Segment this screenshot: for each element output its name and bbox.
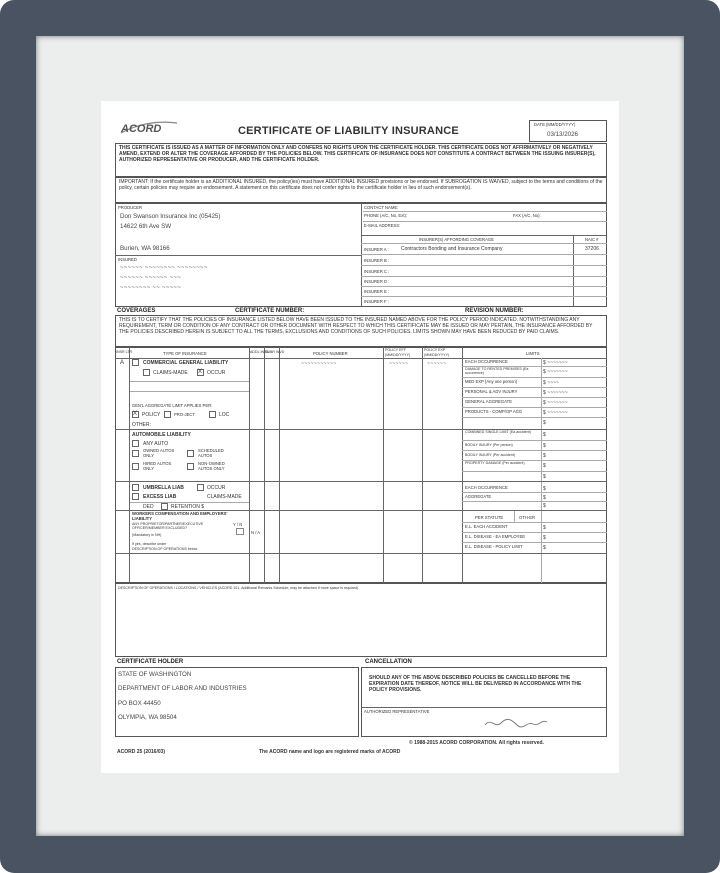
ded-line: [130, 502, 249, 503]
insurer-a-name: Contractors Bonding and Insurance Company: [401, 246, 503, 252]
col-exp-header: POLICY EXP (MM/DD/YYYY): [424, 348, 450, 357]
limit-value: $: [543, 432, 546, 438]
auto-type-label: AUTOMOBILE LIABILITY: [132, 432, 191, 438]
auth-rep-label: AUTHORIZED REPRESENTATIVE: [364, 709, 430, 714]
per-statute-label: PER STATUTE: [475, 515, 504, 520]
limit-label: E.L. EACH ACCIDENT: [465, 524, 508, 529]
retention-label: RETENTION $: [171, 504, 205, 510]
limit-label: PERSONAL & ADV INJURY: [465, 389, 518, 394]
limit-label: EACH OCCURRENCE: [465, 359, 508, 364]
gl-checkbox[interactable]: [132, 359, 139, 366]
gl-type-label: COMMERCIAL GENERAL LIABILITY: [143, 360, 229, 366]
col-divider-subr: [279, 347, 280, 583]
producer-label: PRODUCER: [118, 205, 142, 210]
umbrella-checkbox[interactable]: [132, 484, 139, 491]
gl-blank-line-1: [130, 381, 249, 382]
limit-value: $ ~~~~: [543, 380, 559, 386]
producer-line3: Burien, WA 98166: [120, 245, 170, 252]
email-label: E-MAIL ADDRESS:: [364, 223, 401, 228]
holder-line1: STATE OF WASHINGTON: [118, 671, 192, 678]
limit-label: PROPERTY DAMAGE (Per accident): [465, 461, 525, 465]
date-label: DATE (MM/DD/YYYY): [534, 122, 576, 127]
insured-line2: ~~~~~~ ~~~~~~ ~~~: [120, 275, 181, 281]
wc-title: WORKERS COMPENSATION AND EMPLOYERS' LIABILITY: [132, 511, 228, 521]
limit-label: E.L. DISEASE - POLICY LIMIT: [465, 544, 523, 549]
gen-agg-label: GEN'L AGGREGATE LIMIT APPLIES PER:: [132, 403, 213, 408]
insured-line3: ~~~~~~~~ ~~ ~~~~~: [120, 285, 181, 291]
limit-label: EACH OCCURRENCE: [465, 485, 508, 490]
certificate-holder-label: CERTIFICATE HOLDER: [117, 659, 184, 665]
policy-exp-date: ~~~~~~: [427, 361, 447, 367]
wc-line4: If yes, describe under: [132, 542, 167, 546]
any-auto-label: ANY AUTO: [143, 441, 169, 447]
retention-checkbox[interactable]: [161, 503, 168, 510]
col-ltr-header: INSR LTR: [116, 350, 133, 354]
limit-label: BODILY INJURY (Per person): [465, 443, 513, 447]
limit-value: $ ~~~~~~~: [543, 390, 568, 396]
policy-option: POLICY: [142, 412, 161, 418]
footer-form-id: ACORD 25 (2016/03): [117, 749, 166, 755]
col-divider-exp: [462, 347, 463, 583]
fax-label: FAX (A/C, No):: [513, 213, 541, 218]
policy-eff-date: ~~~~~~: [389, 361, 409, 367]
limit-value: $: [543, 443, 546, 449]
limit-label: GENERAL AGGREGATE: [465, 399, 513, 404]
holder-line2: DEPARTMENT OF LABOR AND INDUSTRIES: [118, 685, 247, 692]
nonowned-autos-checkbox[interactable]: [187, 463, 194, 470]
gl-blank-line-2: [130, 391, 249, 392]
revision-number-label: REVISION NUMBER:: [465, 308, 524, 314]
insurer-a-naic: 37206: [585, 246, 599, 252]
date-value: 03/13/2026: [547, 131, 578, 138]
insurer-letter: A: [120, 360, 125, 366]
wc-line5: DESCRIPTION OF OPERATIONS below: [132, 547, 198, 551]
insurer-e-label: INSURER E :: [364, 289, 390, 294]
insurer-d-label: INSURER D :: [364, 279, 390, 284]
loc-checkbox[interactable]: [209, 411, 216, 418]
limit-value: $ ~~~~~~~: [543, 400, 568, 406]
other-option: OTHER:: [132, 422, 151, 428]
phone-line: [363, 221, 607, 222]
limit-value: $ ~~~~~~~: [543, 369, 568, 375]
wc-yn-label: Y / N: [233, 522, 243, 527]
loc-option: LOC: [219, 412, 230, 418]
cancellation-text: SHOULD ANY OF THE ABOVE DESCRIBED POLICIES BE CANCELLED BEFORE THE EXPIRATION DATE THEREOF, NOTICE WILL BE DELIVERED IN ACCORDANCE WITH THE POLICY PROVISIONS.: [369, 675, 582, 693]
insured-label: INSURED: [118, 257, 137, 262]
limit-label: PRODUCTS - COMP/OP AGG: [465, 409, 523, 414]
any-auto-checkbox[interactable]: [132, 440, 139, 447]
oth-er-label: OTH-ER: [519, 515, 536, 520]
phone-label: PHONE (A/C, No, Ext):: [364, 213, 408, 218]
coverage-statement-text: THIS IS TO CERTIFY THAT THE POLICIES OF INSURANCE LISTED BELOW HAVE BEEN ISSUED TO THE INSURED NAMED ABOVE FOR THE POLICY PERIOD INDICATED. NOTWITHSTANDING ANY REQUIREMENT, TERM OR CONDITION OF ANY CONTRACT OR OTHER DOCUMENT WITH RESPECT TO WHICH THIS CERTIFICATE MAY BE ISSUED OR MAY PERTAIN, THE INSURANCE AFFORDED BY THE POLICIES DESCRIBED HEREIN IS SUBJECT TO ALL THE TERMS, EXCLUSIONS AND CONDITIONS OF SUCH POLICIES. LIMITS SHOWN MAY HAVE BEEN REDUCED BY PAID CLAIMS.: [119, 317, 593, 335]
owned-autos-label: OWNED AUTOS ONLY: [143, 448, 175, 458]
contact-name-label: CONTACT NAME:: [364, 205, 399, 210]
form-title: CERTIFICATE OF LIABILITY INSURANCE: [238, 125, 459, 137]
insurer-f-label: INSURER F :: [364, 299, 389, 304]
contact-line: [363, 211, 607, 212]
wc-row-bottom: [115, 553, 607, 554]
nonowned-autos-label: NON-OWNED AUTOS ONLY: [198, 461, 225, 471]
limit-value: $: [543, 420, 546, 426]
limit-value: $: [543, 503, 546, 509]
insurer-header: INSURER(S) AFFORDING COVERAGE: [419, 237, 494, 242]
holder-line3: PO BOX 44450: [118, 700, 161, 707]
insurer-a-label: INSURER A :: [364, 247, 389, 252]
auto-row-bottom: [115, 481, 607, 482]
footer-copyright: © 1988-2015 ACORD CORPORATION. All rights reserved.: [409, 740, 544, 746]
limit-value: $ ~~~~~~~: [543, 360, 568, 366]
coverages-label: COVERAGES: [117, 308, 156, 314]
claims-made-checkbox[interactable]: [143, 369, 150, 376]
limit-value: $: [543, 525, 546, 531]
owned-autos-checkbox[interactable]: [132, 450, 139, 457]
hired-autos-checkbox[interactable]: [132, 463, 139, 470]
limit-value: $: [543, 495, 546, 501]
acord-logo-text: ACORD: [121, 123, 162, 135]
certificate-document: [101, 101, 619, 773]
policy-number: ~~~~~~~~~~~: [301, 361, 337, 367]
wc-statute-divider: [514, 511, 515, 522]
wc-line2: ANY PROPRIETOR/PARTNER/EXECUTIVE OFFICER/MEMBER EXCLUDED?: [132, 522, 204, 531]
naic-label: NAIC #: [585, 237, 599, 242]
cancellation-label: CANCELLATION: [365, 659, 412, 665]
project-option: PRO-JECT: [174, 412, 195, 417]
col-divider-addl: [264, 347, 265, 583]
scheduled-autos-checkbox[interactable]: [187, 450, 194, 457]
insured-line1: ~~~~~~ ~~~~~~~~ ~~~~~~~~: [120, 265, 208, 271]
claims-made-label: CLAIMS-MADE: [153, 370, 188, 376]
limit-value: $: [543, 486, 546, 492]
important-text: IMPORTANT: If the certificate holder is an ADDITIONAL INSURED, the policy(ies) must have ADDITIONAL INSURED provisions or be endorsed. If SUBROGATION IS WAIVED, subject to the terms and conditions of the policy, certain policies may require an endorsement. A statement on this certificate does not confer rights to the certificate holder in lieu of such endorsement(s).: [119, 179, 603, 191]
acord-logo: [117, 117, 179, 139]
limit-label: BODILY INJURY (Per accident): [465, 453, 516, 457]
signature: [481, 715, 551, 731]
footer-trademark: The ACORD name and logo are registered marks of ACORD: [259, 749, 401, 755]
occur-label: OCCUR: [207, 370, 226, 376]
hired-autos-label: HIRED AUTOS ONLY: [143, 461, 172, 471]
col-limits-header: LIMITS: [526, 351, 540, 356]
limit-label: DAMAGE TO RENTED PREMISES (Ea occurrence): [465, 367, 529, 376]
description-label: DESCRIPTION OF OPERATIONS / LOCATIONS / VEHICLES (ACORD 101, Additional Remarks Schedule, may be attached if more space is required): [118, 586, 359, 590]
umbrella-occur-checkbox[interactable]: [197, 484, 204, 491]
limit-label: E.L. DISEASE - EA EMPLOYEE: [465, 534, 526, 539]
wc-yn-box[interactable]: [236, 528, 244, 535]
limit-value: $: [543, 535, 546, 541]
col-divider-type: [249, 347, 250, 583]
col-divider-policy: [383, 347, 384, 583]
col-subr-header: SUBR WVD: [265, 350, 285, 354]
limit-label: MED EXP (Any one person): [465, 379, 518, 384]
wc-na-label: N / A: [251, 530, 261, 535]
limit-label: COMBINED SINGLE LIMIT (Ea accident): [465, 430, 531, 434]
limit-value: $: [543, 463, 546, 469]
producer-divider: [361, 203, 362, 307]
umbrella-label: UMBRELLA LIAB: [143, 485, 184, 491]
col-type-header: TYPE OF INSURANCE: [163, 351, 207, 356]
limit-value: $ ~~~~~~~: [543, 410, 568, 416]
holder-line4: OLYMPIA, WA 98504: [118, 714, 177, 721]
policy-mark: X: [133, 411, 138, 417]
limit-value: $: [543, 453, 546, 459]
coverage-header-line: [115, 358, 607, 359]
scheduled-autos-label: SCHEDULED AUTOS: [198, 448, 224, 458]
excess-checkbox[interactable]: [132, 493, 139, 500]
col-eff-header: POLICY EFF (MM/DD/YYYY): [385, 348, 411, 357]
occur-mark: X: [198, 369, 203, 375]
insurer-header-line: [361, 235, 607, 236]
producer-insured-divider: [115, 255, 361, 256]
col-policy-header: POLICY NUMBER: [313, 351, 348, 356]
col-addl-header: ADDL INSD: [250, 350, 270, 354]
certificate-number-label: CERTIFICATE NUMBER:: [235, 308, 305, 314]
col-divider-eff: [422, 347, 423, 583]
ded-label: DED: [143, 504, 154, 510]
limit-value: $: [543, 545, 546, 551]
limit-label: AGGREGATE: [465, 494, 492, 499]
producer-line1: Don Swanson Insurance Inc (05425): [120, 213, 221, 220]
description-box: [115, 583, 607, 657]
insurer-c-label: INSURER C :: [364, 269, 390, 274]
wc-line3: (Mandatory in NH): [132, 533, 162, 537]
insurer-b-label: INSURER B :: [364, 258, 390, 263]
limit-value: $: [543, 474, 546, 480]
producer-line2: 14622 6th Ave SW: [120, 223, 172, 230]
umbrella-occur-label: OCCUR: [207, 485, 226, 491]
auth-rep-divider: [361, 707, 607, 708]
col-divider-ltr: [129, 347, 130, 583]
disclaimer-text: THIS CERTIFICATE IS ISSUED AS A MATTER OF INFORMATION ONLY AND CONFERS NO RIGHTS UPON THE CERTIFICATE HOLDER. THIS CERTIFICATE DOES NOT AFFIRMATIVELY OR NEGATIVELY AMEND, EXTEND OR ALTER THE COVERAGE AFFORDED BY THE POLICIES BELOW. THIS CERTIFICATE OF INSURANCE DOES NOT CONSTITUTE A CONTRACT BETWEEN THE ISSUING INSURER(S), AUTHORIZED REPRESENTATIVE OR PRODUCER, AND THE CERTIFICATE HOLDER.: [119, 145, 596, 163]
project-checkbox[interactable]: [164, 411, 171, 418]
umbrella-claims-made-label: CLAIMS-MADE: [207, 494, 242, 500]
excess-label: EXCESS LIAB: [143, 494, 177, 500]
